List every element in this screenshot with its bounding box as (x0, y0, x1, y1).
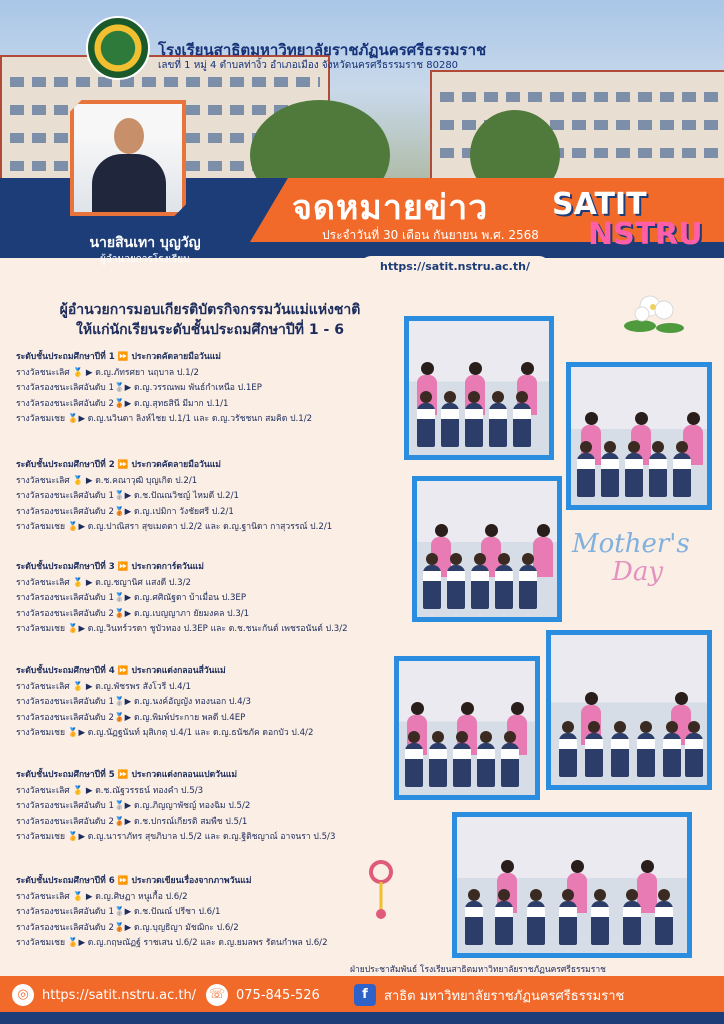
director-role: ผู้อำนวยการโรงเรียน (100, 254, 190, 265)
section-header: ระดับชั้นประถมศึกษาปีที่ 5 ⏩ ประกวดแต่งกลอนแปดวันแม่ (16, 770, 238, 780)
award-line: รางวัลรองชนะเลิศอันดับ 2🥉▶ ด.ญ.บุญธิญา มัชฌิกะ ป.6/2 (16, 922, 239, 933)
school-logo (86, 16, 150, 80)
award-line: รางวัลชมเชย 🏅▶ ด.ญ.นวินดา ลิงห์ไชย ป.1/1 และ ด.ญ.วรัชชนก สมคิด ป.1/2 (16, 414, 313, 424)
award-section-p6 (16, 874, 328, 952)
school-address: เลขที่ 1 หมู่ 4 ตำบลท่างิ้ว อำเภอเมือง จังหวัดนครศรีธรรมราช 80280 (158, 60, 459, 71)
section-header: ระดับชั้นประถมศึกษาปีที่ 2 ⏩ ประกวดคัดลายมือวันแม่ (16, 460, 221, 470)
award-line: รางวัลชนะเลิศ 🥇 ▶ ด.ญ.ศิษฏา หนูเกื้อ ป.6/2 (16, 891, 188, 902)
director-name: นายสินเทา บุญวัญ (89, 235, 201, 251)
newsletter-title: จดหมายข่าว (292, 188, 489, 228)
award-line: รางวัลชมเชย 🏅▶ ด.ญ.ปาณิสรา สุขเมตตา ป.2/2 และ ด.ญ.ฐานิดา กาสุวรรณ์ ป.2/1 (16, 522, 333, 532)
mothers-day-line-2: Day (612, 557, 664, 587)
award-line: รางวัลรองชนะเลิศอันดับ 1🥈▶ ด.ญ.ศศิณัฐดา บ้าเมื่อน ป.3EP (16, 593, 247, 603)
award-section-p4 (16, 664, 313, 742)
website-link[interactable]: https://satit.nstru.ac.th/ (360, 256, 550, 278)
footer-facebook-text: สาธิต มหาวิทยาลัยราชภัฏนครศรีธรรมราช (384, 988, 625, 1004)
section-header: ระดับชั้นประถมศึกษาปีที่ 6 ⏩ ประกวดเขียนเรื่องจากภาพวันแม่ (16, 876, 252, 886)
award-photo-p4 (546, 630, 712, 790)
award-section-p2 (16, 458, 332, 536)
award-line: รางวัลรองชนะเลิศอันดับ 1🥈▶ ด.ญ.ภิญญาพัชญ์ ทองฉิม ป.5/2 (16, 801, 251, 811)
award-line: รางวัลรองชนะเลิศอันดับ 1🥈▶ ด.ช.ปัณณวิชญ์ ไหมดี ป.2/1 (16, 491, 239, 501)
award-line: รางวัลรองชนะเลิศอันดับ 2🥉▶ ด.ญ.พิมพ์ประกาย พลดี ป.4EP (16, 712, 246, 723)
award-photo-p6 (452, 812, 692, 958)
award-line: รางวัลชมเชย 🏅▶ ด.ญ.นาราภัทร สุขภิบาล ป.5/2 และ ด.ญ.ฐิติชญาณ์ อาจนรา ป.5/3 (16, 832, 336, 842)
award-photo-p1 (404, 316, 554, 460)
director-photo (70, 100, 186, 216)
award-line: รางวัลรองชนะเลิศอันดับ 2🥉▶ ด.ญ.เปมิกา วังชัยศรี ป.2/1 (16, 506, 234, 517)
school-name: โรงเรียนสาธิตมหาวิทยาลัยราชภัฏนครศรีธรรมราช (158, 41, 487, 59)
footer-website[interactable] (12, 984, 196, 1006)
phone-icon: ☏ (206, 984, 228, 1006)
award-section-p5 (16, 768, 335, 846)
award-photo-p3 (412, 476, 562, 622)
award-section-p3 (16, 560, 348, 638)
award-line: รางวัลรองชนะเลิศอันดับ 2🥉▶ ด.ช.ปกรณ์เกียรติ สมพืช ป.5/1 (16, 816, 248, 827)
brand-line-1: SATIT (552, 187, 647, 222)
issue-date: ประจำวันที่ 30 เดือน กันยายน พ.ศ. 2568 (322, 228, 539, 242)
brand-logo (552, 187, 703, 252)
article-heading-line-2: ให้แก่นักเรียนระดับชั้นประถมศึกษาปีที่ 1 - 6 (76, 322, 344, 338)
award-line: รางวัลชนะเลิศ 🥇 ▶ ด.ญ.ภัทรศยา นฤบาล ป.1/2 (16, 367, 199, 378)
award-line: รางวัลรองชนะเลิศอันดับ 2🥉▶ ด.ญ.เบญญาภา ยัยมงคล ป.3/1 (16, 608, 250, 619)
award-line: รางวัลชนะเลิศ 🥇 ▶ ด.ช.คณาวุฒิ บุญเกิด ป.2/1 (16, 475, 198, 486)
award-line: รางวัลรองชนะเลิศอันดับ 2🥉▶ ด.ญ.สุทธสินี มีมาก ป.1/1 (16, 398, 229, 409)
globe-icon: ◎ (12, 984, 34, 1006)
section-header: ระดับชั้นประถมศึกษาปีที่ 1 ⏩ ประกวดคัดลายมือวันแม่ (16, 352, 221, 362)
jasmine-flower-icon (620, 288, 690, 338)
award-line: รางวัลรองชนะเลิศอันดับ 1🥈▶ ด.ญ.นงค์อัญญัง ทองนอก ป.4/3 (16, 697, 251, 707)
section-header: ระดับชั้นประถมศึกษาปีที่ 3 ⏩ ประกวดการ์ดวันแม่ (16, 562, 204, 572)
award-line: รางวัลชนะเลิศ 🥇 ▶ ด.ช.ณัฐวรรธน์ ทองคำ ป.5/3 (16, 785, 204, 796)
award-photo-p2 (566, 362, 712, 510)
footer-phone-text: 075-845-526 (236, 987, 320, 1003)
footer-website-text: https://satit.nstru.ac.th/ (42, 987, 197, 1003)
footer-facebook[interactable] (354, 984, 624, 1006)
footer-strip (0, 1012, 724, 1024)
article-heading-line-1: ผู้อำนวยการมอบเกียรติบัตรกิจกรรมวันแม่แห่งชาติ (59, 302, 361, 318)
footer-credit: ฝ่ายประชาสัมพันธ์ โรงเรียนสาธิตมหาวิทยาลัยราชภัฏนครศรีธรรมราช (350, 965, 606, 975)
article-heading (40, 300, 380, 340)
award-line: รางวัลชมเชย 🏅▶ ด.ญ.นัฏฐนันท์ มุสิเกตุ ป.4/1 และ ด.ญ.ธนัชภัค ดอกบัว ป.4/2 (16, 728, 314, 738)
award-section-p1 (16, 350, 312, 428)
award-line: รางวัลชนะเลิศ 🥇 ▶ ด.ญ.พัชรพร สังโวรี ป.4/1 (16, 681, 191, 692)
garland-icon (364, 860, 398, 920)
award-line: รางวัลชนะเลิศ 🥇 ▶ ด.ญ.ชญานิศ แสงดี ป.3/2 (16, 577, 191, 588)
award-line: รางวัลรองชนะเลิศอันดับ 1🥈▶ ด.ญ.วรรณพม พันธ์กำเหนือ ป.1EP (16, 383, 262, 393)
mothers-day-script (572, 530, 690, 586)
award-line: รางวัลรองชนะเลิศอันดับ 1🥈▶ ด.ช.ปัณณ์ ปรีชา ป.6/1 (16, 907, 221, 917)
facebook-icon: f (354, 984, 376, 1006)
brand-line-2: NSTRU (588, 217, 703, 252)
award-line: รางวัลชมเชย 🏅▶ ด.ญ.วินทร์วรดา ชูบัวทอง ป.3EP และ ด.ช.ชนะกันต์ เพชรอนันต์ ป.3/2 (16, 624, 348, 634)
award-line: รางวัลชมเชย 🏅▶ ด.ญ.กฤษณัฏฐ์ ราชเสน ป.6/2 และ ด.ญ.ยมลพร รัตนกำพล ป.6/2 (16, 938, 328, 948)
mothers-day-line-1: Mother's (572, 529, 690, 559)
footer-phone[interactable] (206, 984, 320, 1006)
award-photo-p5 (394, 656, 540, 800)
section-header: ระดับชั้นประถมศึกษาปีที่ 4 ⏩ ประกวดแต่งกลอนสี่วันแม่ (16, 666, 226, 676)
